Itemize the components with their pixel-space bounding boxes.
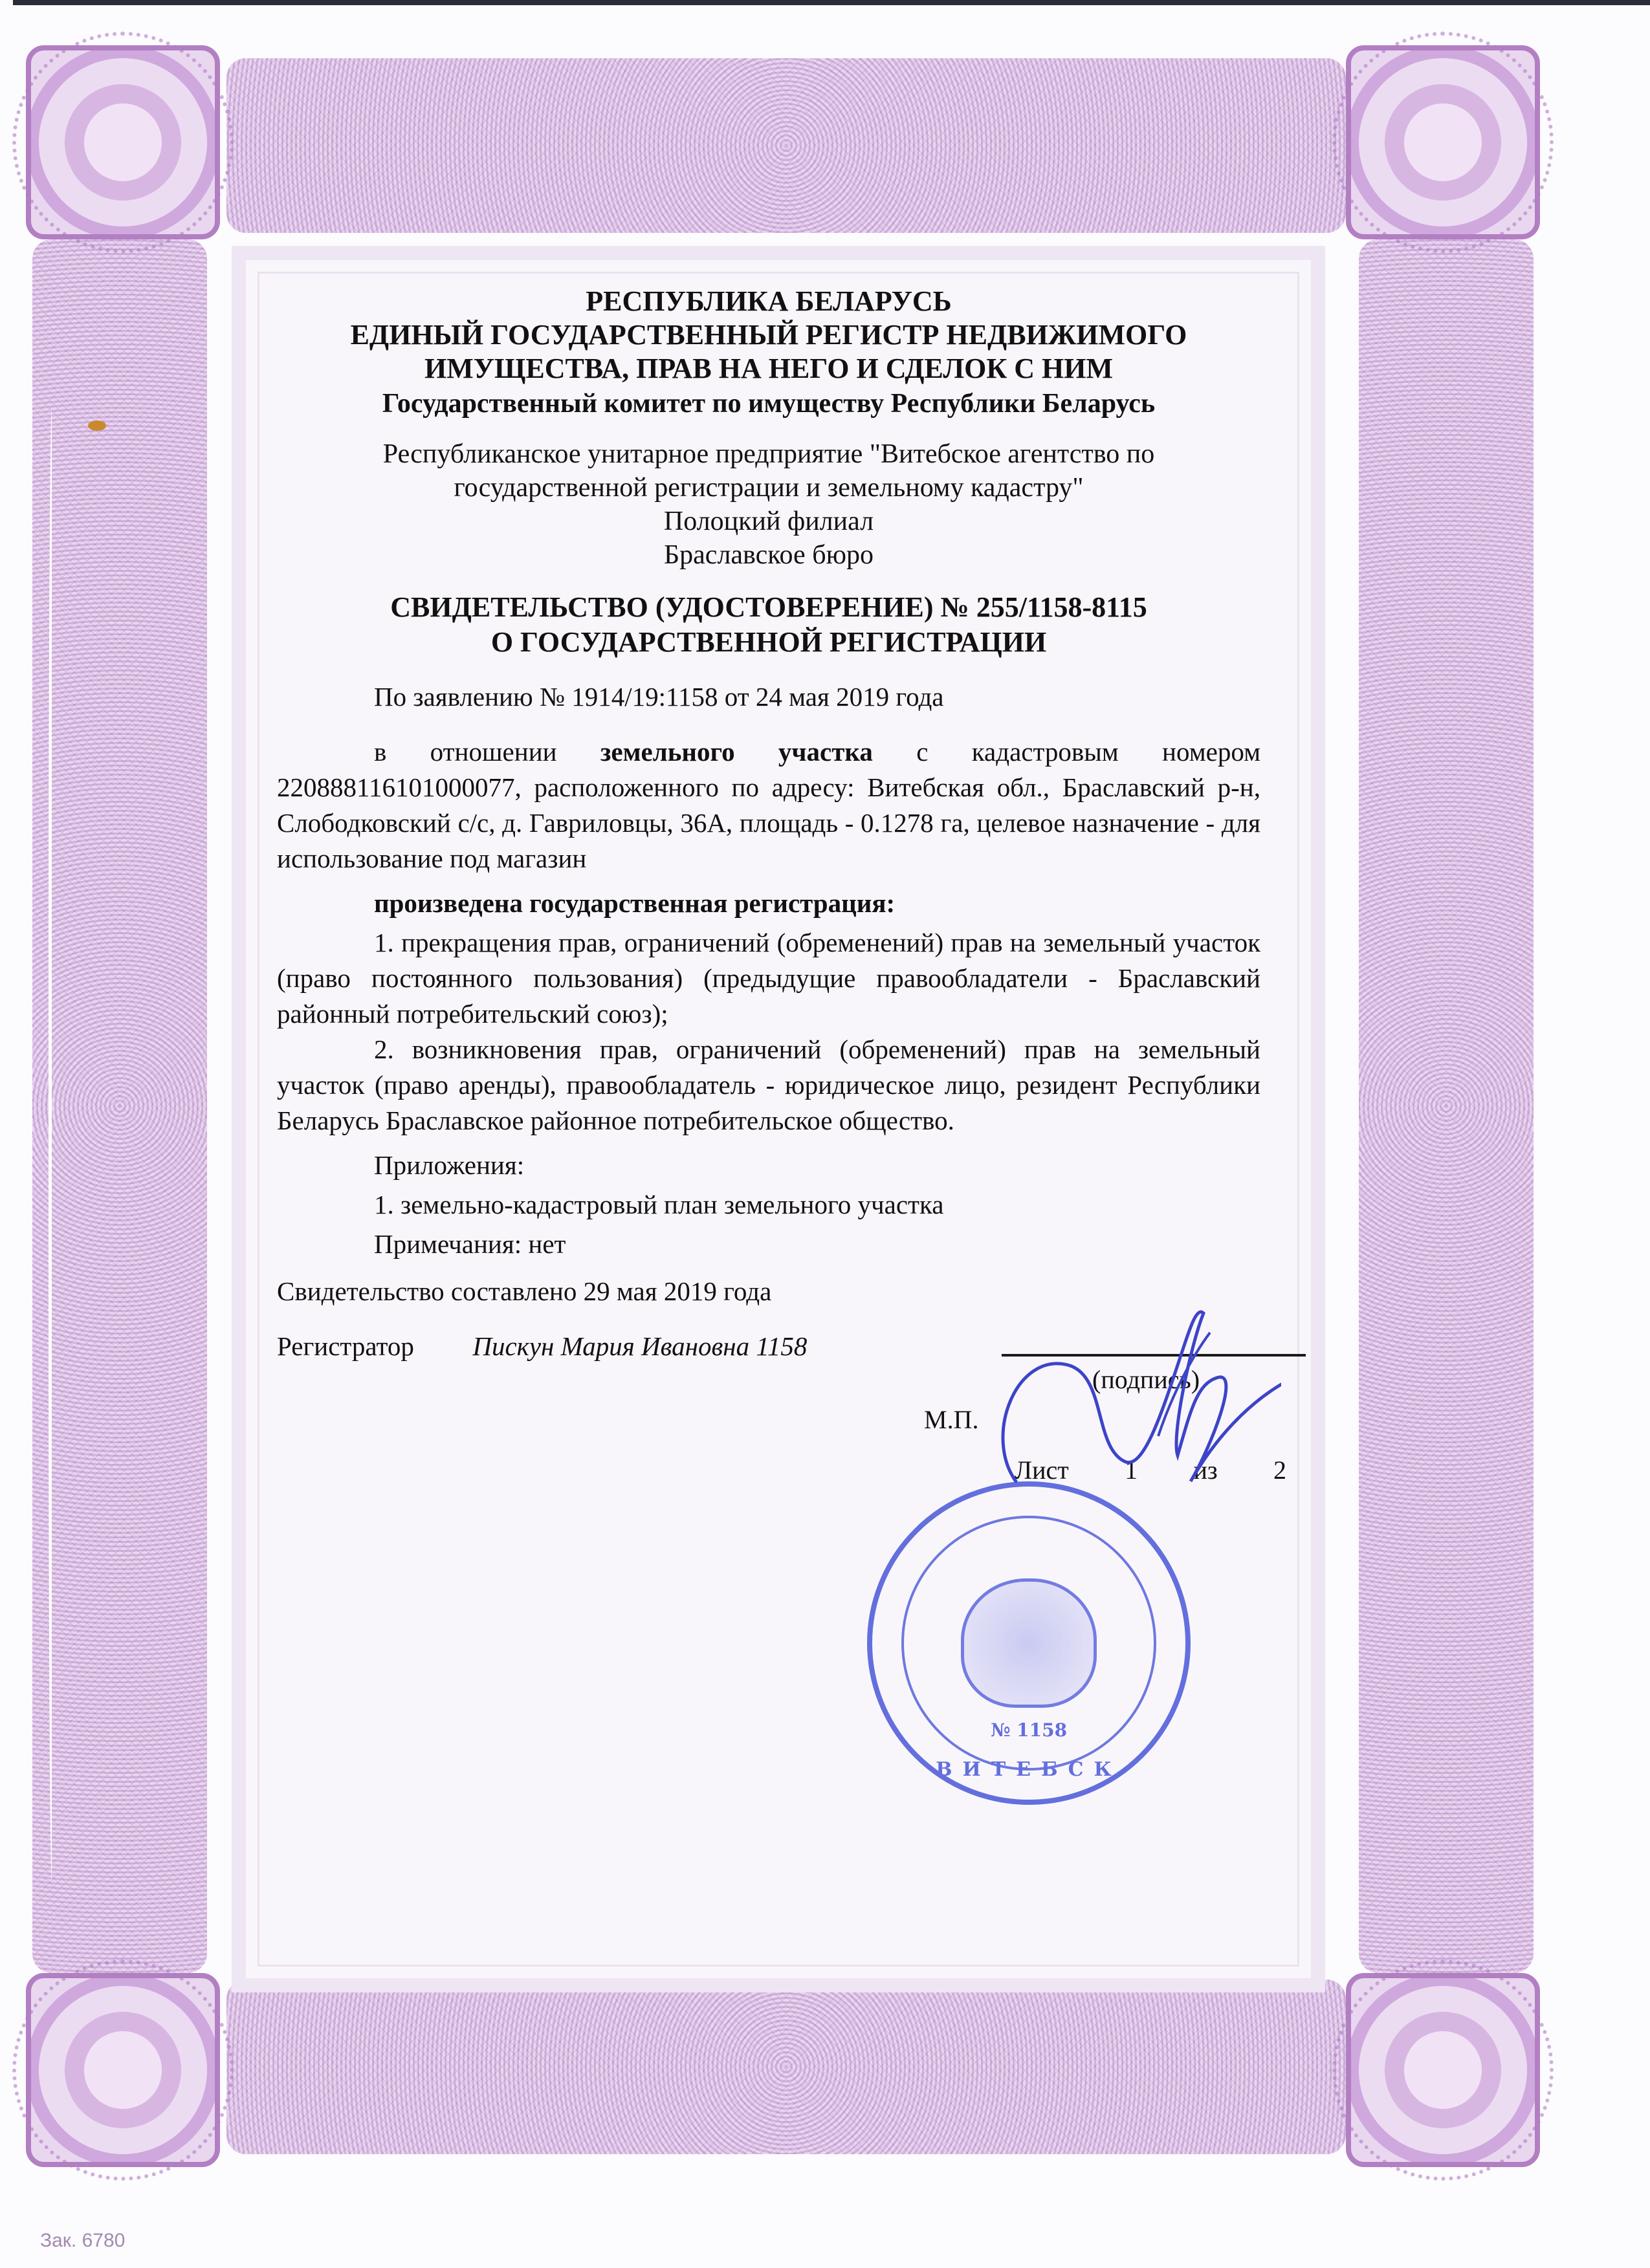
document-header (277, 285, 1260, 660)
sheet-of: из (1193, 1456, 1218, 1485)
registrar-name: Пискун Мария Ивановна 1158 (472, 1331, 808, 1361)
attachment-item: 1. земельно-кадастровый план земельного участка (374, 1190, 944, 1219)
frame-corner-rosette-icon (1346, 1973, 1540, 2167)
frame-band-right (1359, 239, 1534, 1973)
sheet-total: 2 (1273, 1456, 1286, 1485)
registration-heading: произведена государственная регистрация: (374, 888, 896, 918)
frame-band-top (226, 58, 1346, 233)
registry-title-line1: ЕДИНЫЙ ГОСУДАРСТВЕННЫЙ РЕГИСТР НЕДВИЖИМОГО (350, 319, 1187, 351)
registration-item: 2. возникновения прав, ограничений (обременений) прав на земельный участок (право аренды), правообладатель - юридическое лицо, резидент Республики Беларусь Браславское районное потребительское общество. (277, 1034, 1260, 1135)
bureau-name: Браславское бюро (664, 540, 874, 570)
document-body (277, 285, 1286, 1485)
enterprise-line1: Республиканское унитарное предприятие "Витебское агентство по (382, 439, 1155, 469)
frame-band-left (32, 239, 207, 1973)
official-seal (867, 1481, 1191, 1805)
object-prefix: в отношении (374, 737, 557, 767)
object-description (277, 734, 1260, 877)
scan-edge (13, 0, 1650, 5)
seal-city: ВИТЕБСК (936, 1758, 1122, 1781)
binding-thread (49, 408, 57, 1882)
registrar-label: Регистратор (277, 1331, 414, 1361)
object-details: с кадастровым номером 220888116101000077, расположенного по адресу: Витебская обл., Браславский р-н, Слободковский с/с, д. Гавриловцы, 36А, площадь - 0.1278 га, целевое назначение - для использование под магазин (277, 737, 1261, 873)
state-emblem-icon (961, 1578, 1097, 1708)
enterprise-line2: государственной регистрации и земельному кадастру" (454, 473, 1084, 503)
sheet-label: Лист (1015, 1456, 1069, 1485)
attachments-heading: Приложения: (374, 1150, 525, 1180)
frame-corner-rosette-icon (26, 45, 220, 239)
object-type: земельного участка (600, 737, 873, 767)
country-title: РЕСПУБЛИКА БЕЛАРУСЬ (586, 285, 952, 317)
frame-corner-rosette-icon (1346, 45, 1540, 239)
sheet-current: 1 (1125, 1456, 1138, 1485)
handwritten-signature-icon (996, 1307, 1281, 1501)
branch-name: Полоцкий филиал (663, 507, 874, 536)
print-order-number: Зак. 6780 (40, 2230, 126, 2251)
paper-stain (88, 420, 106, 431)
certificate-title-line1: СВИДЕТЕЛЬСТВО (УДОСТОВЕРЕНИЕ) № 255/1158-8115 (390, 591, 1147, 623)
registration-item: 1. прекращения прав, ограничений (обременений) прав на земельный участок (право постоянного пользования) (предыдущие правообладатели - Браславский районный потребительский союз); (277, 928, 1260, 1029)
seal-number: № 1158 (990, 1719, 1068, 1741)
frame-band-bottom (226, 1979, 1346, 2154)
committee-name: Государственный комитет по имуществу Республики Беларусь (382, 389, 1156, 419)
frame-corner-rosette-icon (26, 1973, 220, 2167)
registry-title-line2: ИМУЩЕСТВА, ПРАВ НА НЕГО И СДЕЛОК С НИМ (424, 353, 1113, 384)
certificate-title-line2: О ГОСУДАРСТВЕННОЙ РЕГИСТРАЦИИ (490, 626, 1047, 658)
seal-label: М.П. (924, 1405, 979, 1434)
notes: Примечания: нет (374, 1229, 566, 1259)
issue-date: Свидетельство составлено 29 мая 2019 года (277, 1276, 772, 1306)
application-reference: По заявлению № 1914/19:1158 от 24 мая 2019 года (374, 682, 944, 712)
signature-caption: (подпись) (1092, 1365, 1200, 1394)
